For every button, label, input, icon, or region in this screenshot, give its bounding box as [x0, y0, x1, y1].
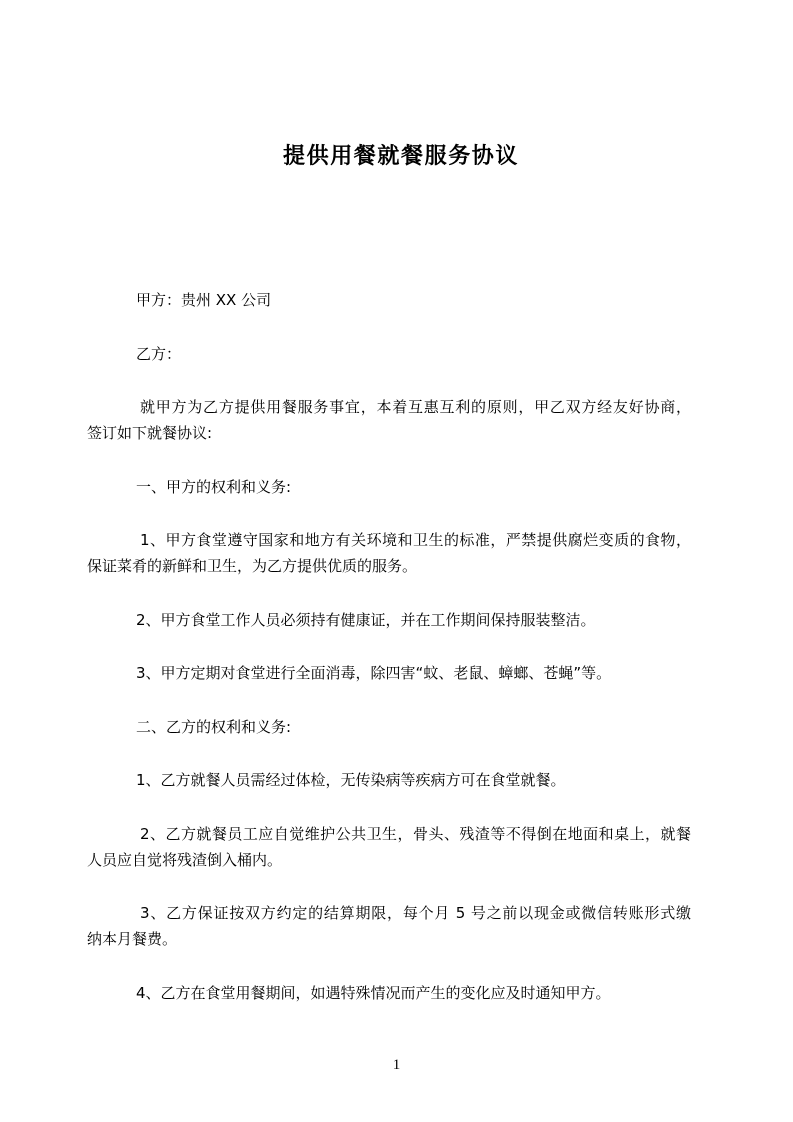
clause-line: 保证菜肴的新鲜和卫生，为乙方提供优质的服务。 [87, 557, 418, 575]
document-title: 提供用餐就餐服务协议 [283, 144, 520, 169]
section-a-clause-3: 3、甲方定期对食堂进行全面消毒，除四害“蚊、老鼠、蟑螂、苍蝇”等。 [136, 664, 612, 682]
section-a-heading: 一、甲方的权利和义务: [136, 477, 292, 496]
section-a-clause-2: 2、甲方食堂工作人员必须持有健康证，并在工作期间保持服装整洁。 [136, 610, 596, 629]
party-b: 乙方： [136, 344, 182, 363]
section-b-clause-4: 4、乙方在食堂用餐期间，如遇特殊情况而产生的变化应及时通知甲方。 [136, 983, 611, 1002]
party-a: 甲方：贵州 XX 公司 [136, 291, 272, 309]
clause-line: 3、乙方保证按双方约定的结算期限，每个月 5 号之前以现金或微信转账形式缴 [140, 904, 691, 922]
preamble-line: 就甲方为乙方提供用餐服务事宜，本着互惠互利的原则，甲乙双方经友好协商， [140, 398, 691, 416]
clause-line: 2、乙方就餐员工应自觉维护公共卫生，骨头、残渣等不得倒在地面和桌上，就餐 [140, 824, 691, 843]
section-b-clause-3 [87, 900, 691, 952]
clause-line: 1、甲方食堂遵守国家和地方有关环境和卫生的标准，严禁提供腐烂变质的食物， [140, 531, 691, 549]
page-number: 1 [392, 1057, 401, 1073]
document-body [87, 287, 691, 1006]
section-b-clause-2 [87, 821, 691, 873]
preamble [87, 394, 691, 446]
section-a-clause-1 [87, 527, 691, 579]
preamble-line: 签订如下就餐协议: [87, 424, 213, 442]
clause-line: 纳本月餐费。 [87, 930, 178, 948]
section-b-heading: 二、乙方的权利和义务: [136, 717, 292, 736]
clause-line: 人员应自觉将残渣倒入桶内。 [87, 850, 283, 869]
section-b-clause-1: 1、乙方就餐人员需经过体检，无传染病等疾病方可在食堂就餐。 [136, 771, 566, 789]
